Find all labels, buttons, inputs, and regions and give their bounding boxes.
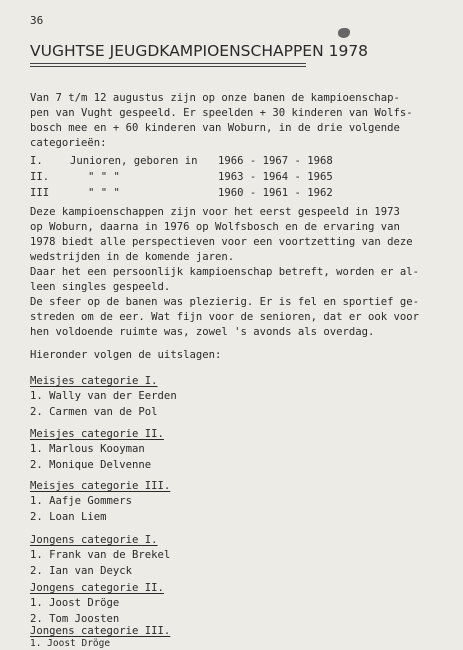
intro-line: Van 7 t/m 12 augustus zijn op onze banen de kampioenschap- [30, 92, 400, 104]
body-line: wedstrijden in de komende jaren. [30, 251, 235, 263]
result-first: 1. Frank van de Brekel [30, 549, 171, 561]
result-first: 1. Aafje Gommers [30, 495, 133, 507]
category-number: III [30, 187, 50, 199]
body-line: hen voldoende ruimte was, zowel 's avonds als overdag. [30, 326, 375, 338]
ink-blot [338, 28, 350, 38]
result-second: 2. Monique Delvenne [30, 459, 152, 471]
result-heading: Jongens categorie III. [30, 625, 171, 637]
body-line: De sfeer op de banen was plezierig. Er is fel en sportief ge- [30, 296, 420, 308]
category-label: " " " [88, 171, 120, 183]
body-line: leen singles gespeeld. [30, 281, 171, 293]
category-years: 1963 - 1964 - 1965 [218, 171, 333, 183]
category-label: Junioren, geboren in [70, 155, 198, 167]
page-title: VUGHTSE JEUGDKAMPIOENSCHAPPEN 1978 [30, 42, 369, 60]
result-heading: Meisjes categorie II. [30, 428, 164, 440]
body-line: Deze kampioenschappen zijn voor het eerst gespeeld in 1973 [30, 206, 400, 218]
category-label: " " " [88, 187, 120, 199]
intro-line: bosch mee en + 60 kinderen van Woburn, in de drie volgende [30, 122, 400, 134]
result-second: 2. Tom Joosten [30, 613, 120, 625]
result-first: 1. Joost Dröge [30, 638, 111, 649]
result-first: 1. Joost Dröge [30, 597, 120, 609]
category-years: 1960 - 1961 - 1962 [218, 187, 333, 199]
result-first: 1. Wally van der Eerden [30, 390, 177, 402]
result-second: 2. Loan Liem [30, 511, 107, 523]
result-heading: Meisjes categorie III. [30, 480, 171, 492]
page-number: 36 [30, 14, 44, 27]
result-heading: Jongens categorie II. [30, 582, 164, 594]
intro-line: pen van Vught gespeeld. Er speelden + 30 kinderen van Wolfs- [30, 107, 413, 119]
result-heading: Jongens categorie I. [30, 534, 158, 546]
intro-line: categorieën: [30, 137, 107, 149]
category-number: II. [30, 171, 50, 183]
body-line: streden om de eer. Wat fijn voor de senioren, dat er ook voor [30, 311, 420, 323]
category-years: 1966 - 1967 - 1968 [218, 155, 333, 167]
results-intro: Hieronder volgen de uitslagen: [30, 349, 222, 361]
body-line: Daar het een persoonlijk kampioenschap betreft, worden er al- [30, 266, 420, 278]
result-first: 1. Marlous Kooyman [30, 443, 145, 455]
category-number: I. [30, 155, 43, 167]
body-line: op Woburn, daarna in 1976 op Wolfsbosch en de ervaring van [30, 221, 400, 233]
title-double-rule [30, 63, 306, 67]
result-second: 2. Ian van Deyck [30, 565, 133, 577]
result-heading: Meisjes categorie I. [30, 375, 158, 387]
body-line: 1978 biedt alle perspectieven voor een voortzetting van deze [30, 236, 413, 248]
result-second: 2. Carmen van de Pol [30, 406, 158, 418]
